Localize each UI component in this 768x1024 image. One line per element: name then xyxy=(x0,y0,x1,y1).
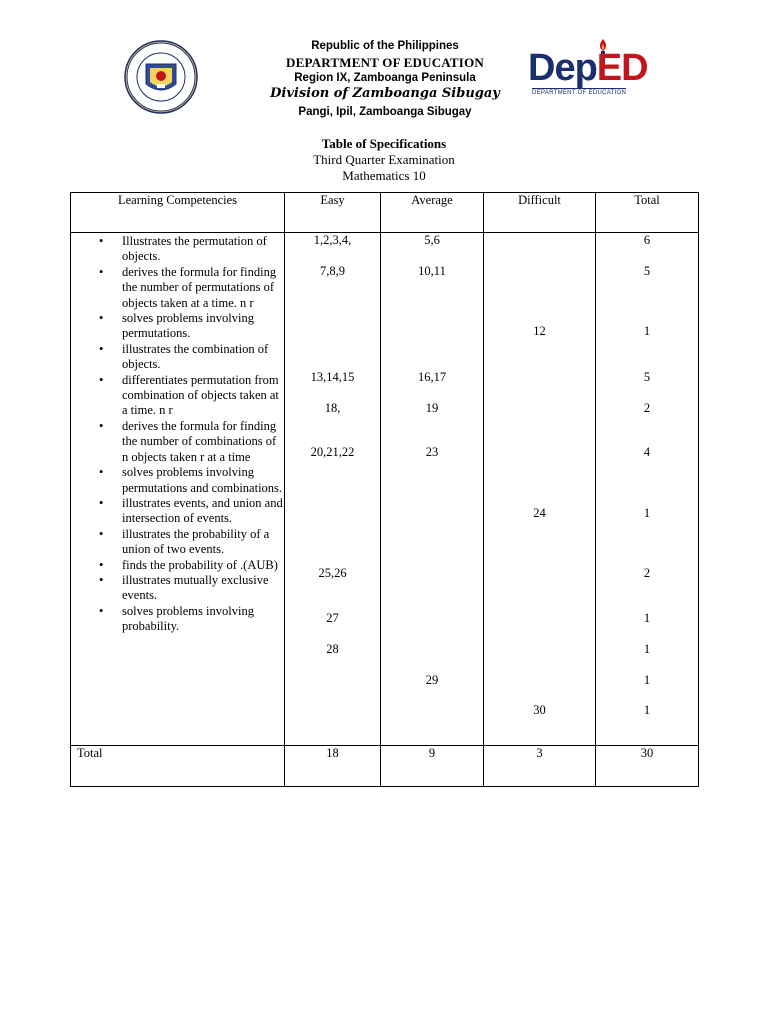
average-value: 5,6 xyxy=(424,233,440,247)
easy-value: 28 xyxy=(326,642,339,656)
difficult-cell xyxy=(484,233,596,746)
header-republic: Republic of the Philippines xyxy=(311,40,459,52)
deped-logo-subtitle: DEPARTMENT OF EDUCATION xyxy=(532,90,627,96)
col-header-competencies: Learning Competencies xyxy=(71,193,285,233)
deped-wordmark xyxy=(528,48,648,88)
total-value: 1 xyxy=(643,642,651,656)
table-total-row xyxy=(71,746,699,787)
average-value: 16,17 xyxy=(417,370,447,384)
total-row-difficult: 3 xyxy=(484,746,596,787)
col-header-easy: Easy xyxy=(285,193,381,233)
average-value: 23 xyxy=(425,445,439,459)
deped-seal-icon xyxy=(124,40,198,114)
deped-logo xyxy=(528,38,678,98)
letterhead xyxy=(0,0,768,130)
easy-value: 18, xyxy=(324,401,341,415)
header-address: Pangi, Ipil, Zamboanga Sibugay xyxy=(298,106,472,118)
col-header-average: Average xyxy=(381,193,484,233)
title-exam: Third Quarter Examination xyxy=(313,152,455,167)
easy-value: 25,26 xyxy=(318,566,347,580)
easy-value: 7,8,9 xyxy=(320,264,345,278)
competencies-cell xyxy=(71,233,285,746)
col-header-total: Total xyxy=(596,193,699,233)
easy-cell xyxy=(285,233,381,746)
deped-wordmark-a: Dep xyxy=(528,47,597,89)
document-titles xyxy=(0,136,768,184)
header-region: Region IX, Zamboanga Peninsula xyxy=(294,72,476,84)
total-value: 2 xyxy=(643,401,651,415)
average-value: 19 xyxy=(425,401,439,415)
total-value: 1 xyxy=(643,703,651,717)
list-item: • finds the probability of .(AUB) xyxy=(71,558,284,573)
title-main: Table of Specifications xyxy=(321,136,447,151)
header-department: DEPARTMENT OF EDUCATION xyxy=(286,55,484,70)
difficult-value: 24 xyxy=(533,506,546,520)
average-value: 29 xyxy=(425,673,439,687)
total-cell xyxy=(596,233,699,746)
average-value: 10,11 xyxy=(418,264,446,278)
total-value: 5 xyxy=(643,264,651,278)
table-header-row xyxy=(71,193,699,233)
total-row-label: Total xyxy=(71,746,285,787)
list-item: • differentiates permutation from combination of objects taken at a time. n r xyxy=(71,373,284,419)
list-item: • solves problems involving permutations and combinations. xyxy=(71,465,284,496)
deped-wordmark-b: ED xyxy=(596,47,648,89)
list-item: • derives the formula for finding the number of combinations of n objects taken r at a time xyxy=(71,419,284,465)
easy-value: 27 xyxy=(326,611,339,625)
average-cell xyxy=(381,233,484,746)
easy-value: 13,14,15 xyxy=(310,370,355,384)
list-item: • illustrates events, and union and intersection of events. xyxy=(71,496,284,527)
list-item: • illustrates the combination of objects. xyxy=(71,342,284,373)
col-header-difficult: Difficult xyxy=(484,193,596,233)
specifications-table xyxy=(70,192,699,787)
total-row-average: 9 xyxy=(381,746,484,787)
total-value: 1 xyxy=(643,324,651,338)
difficult-value: 30 xyxy=(533,703,546,717)
list-item: • derives the formula for finding the number of permutations of objects taken at a time. n r xyxy=(71,265,284,311)
list-item: • illustrates the probability of a union of two events. xyxy=(71,527,284,558)
list-item: • solves problems involving permutations. xyxy=(71,311,284,342)
header-division: Division of Zamboanga Sibugay xyxy=(270,86,500,101)
total-value: 6 xyxy=(643,233,651,247)
total-value: 2 xyxy=(643,566,651,580)
difficult-value: 12 xyxy=(533,324,546,338)
list-item: • illustrates mutually exclusive events. xyxy=(71,573,284,604)
total-value: 5 xyxy=(643,370,651,384)
title-subject: Mathematics 10 xyxy=(342,168,426,183)
list-item: • solves problems involving probability. xyxy=(71,604,284,635)
table-body-row xyxy=(71,233,699,746)
total-row-total: 30 xyxy=(596,746,699,787)
total-value: 1 xyxy=(643,673,651,687)
easy-value: 1,2,3,4, xyxy=(313,233,352,247)
easy-value: 20,21,22 xyxy=(310,445,355,459)
total-value: 4 xyxy=(643,445,651,459)
total-value: 1 xyxy=(643,506,651,520)
total-value: 1 xyxy=(643,611,651,625)
list-item: • Illustrates the permutation of objects. xyxy=(71,234,284,265)
total-row-easy: 18 xyxy=(285,746,381,787)
competency-list xyxy=(71,234,284,635)
